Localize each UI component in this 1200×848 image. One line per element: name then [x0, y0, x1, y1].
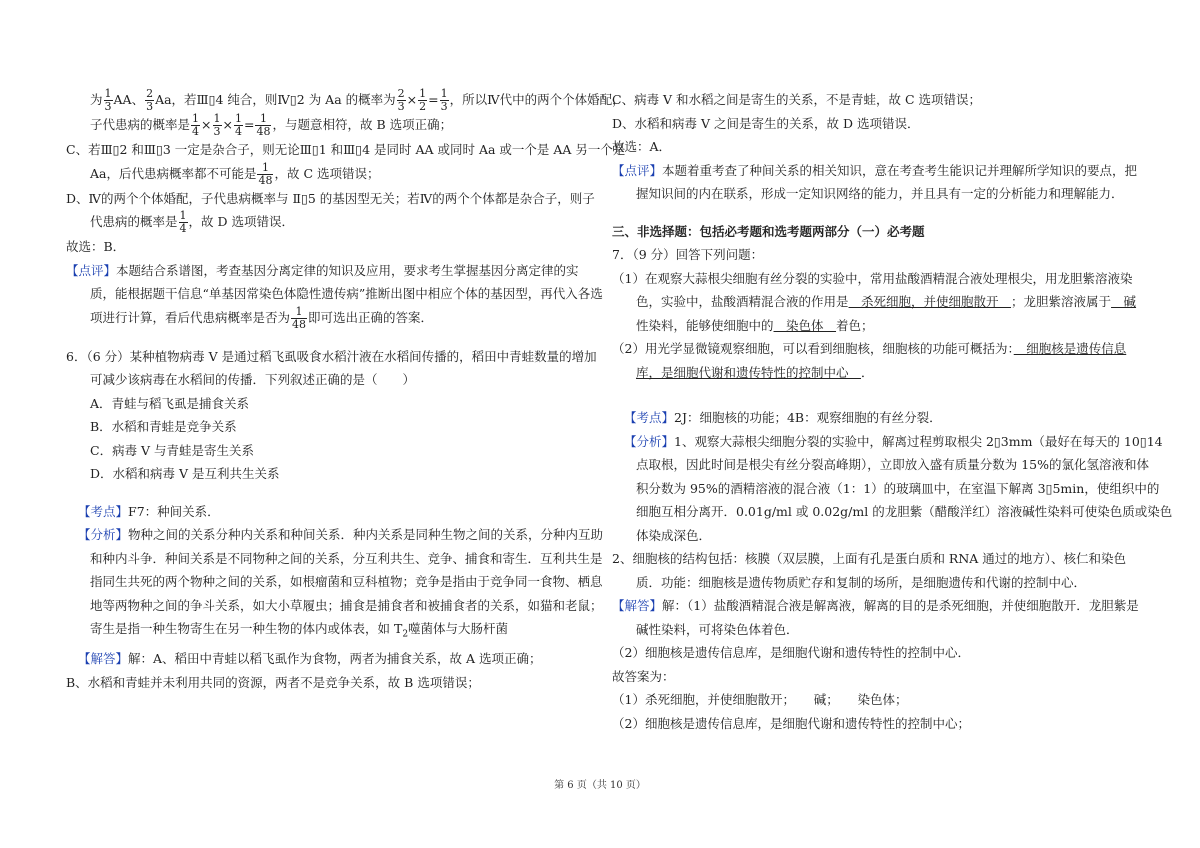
option-c-text: C、若Ⅲ▯2 和Ⅲ▯3 一定是杂合子，则无论Ⅲ▯1 和Ⅲ▯4 是同时 AA 或同时 Aa 或一个是 AA 另一个是 [66, 142, 626, 157]
fraction: $\frac{1}{3}$ [440, 87, 448, 113]
solution-line: 【解答】解：A、稻田中青蛙以稻飞虱作为食物，两者为捕食关系，故 A 选项正确； [78, 651, 542, 666]
question-7-line: 性染料，能够使细胞中的 染色体 着色； [636, 317, 874, 333]
text-line: Aa，后代患病概率都不可能是 $\frac{1}{48}$ ，故 C 选项错误； [90, 160, 380, 187]
option-d: D．水稻和病毒 V 是互利共生关系 [90, 466, 280, 481]
fraction: $\frac{1}{48}$ [292, 304, 307, 331]
option-c: C．病毒 V 与青蛙是寄生关系 [90, 442, 255, 458]
question-7-part1: （1）在观察大蒜根尖细胞有丝分裂的实验中，常用盐酸酒精混合液处理根尖，用龙胆紫溶液染 [612, 270, 1133, 286]
analysis-tag: 【分析】 [624, 433, 675, 449]
text-line: C、病毒 V 和水稻之间是寄生的关系，不是青蛙，故 C 选项错误； [612, 92, 982, 107]
question-7-part2: （2）用光学显微镜观察细胞，可以看到细胞核，细胞核的功能可概括为： 细胞核是遗传信息 [612, 341, 1127, 356]
analysis-line: 【分析】1、观察大蒜根尖细胞分裂的实验中，解离过程剪取根尖 2▯3mm（最好在每天的 10▯14 [624, 433, 1163, 449]
solution-line: B、水稻和青蛙并未利用共同的资源，两者不是竞争关系，故 B 选项错误； [66, 674, 480, 690]
kaodian-line: 【考点】F7：种间关系． [78, 503, 220, 519]
fraction: $\frac{1}{3}$ [104, 87, 112, 113]
text-line: 子代患病的概率是 $\frac{1}{4}$ × $\frac{1}{3}$ × $\frac{1}{4}$ = $\frac{1}{48}$ ，与题意相符，故 B 选项正确； [90, 112, 453, 138]
solution-tag: 【解答】 [612, 598, 663, 613]
comment-tag: 【点评】 [612, 162, 663, 178]
comment-line: 【点评】本题着重考查了种间关系的相关知识，意在考查考生能识记并理解所学知识的要点，把 [612, 162, 1138, 178]
fraction: $\frac{1}{4}$ [192, 112, 200, 138]
analysis-line: 点取根，因此时间是根尖有丝分裂高峰期），立即放入盛有质量分数为 15%的氯化氢溶液和体 [636, 457, 1150, 472]
comment-line: 【点评】本题结合系谱图，考查基因分离定律的知识及应用，要求考生掌握基因分离定律的实 [66, 262, 579, 278]
solution-line: 故答案为： [612, 668, 675, 684]
answer-line: 故选：A． [612, 139, 672, 154]
right-column [612, 88, 1173, 735]
analysis-line: 寄生是指一种生物寄生在另一种生物的体内或体表，如 $T_2$噬菌体与大肠杆菌 [90, 621, 509, 640]
analysis-line: 质．功能：细胞核是遗传物质贮存和复制的场所，是细胞遗传和代谢的控制中心． [636, 574, 1087, 590]
comment-line: 质，能根据题干信息“单基因常染色体隐性遗传病”推断出图中相应个体的基因型，再代入各选 [90, 286, 603, 301]
section-heading: 三、非选择题：包括必考题和选考题两部分（一）必考题 [612, 223, 925, 239]
fraction: $\frac{1}{2}$ [419, 87, 427, 113]
comment-line: 握知识间的内在联系，形成一定知识网络的能力，并且具有一定的分析能力和理解能力． [636, 186, 1124, 201]
solution-line: （1）杀死细胞，并使细胞散开； 碱； 染色体； [612, 692, 908, 707]
analysis-line: 细胞互相分离开．0.01g/ml 或 0.02g/ml 的龙胆紫（醋酸洋红）溶液碱性染料可使染色质或染色 [636, 504, 1173, 519]
text: 为 [90, 92, 103, 107]
option-a: A．青蛙与稻飞虱是捕食关系 [90, 395, 250, 411]
kaodian-line: 【考点】2J：细胞核的功能；4B：观察细胞的有丝分裂． [624, 410, 942, 425]
answer-line: 故选：B． [66, 239, 126, 254]
text-line: 代患病的概率是 $\frac{1}{4}$ ，故 D 选项错误． [90, 209, 294, 235]
text: Aa，若Ⅲ▯4 纯合，则Ⅳ▯2 为 Aa 的概率为 [155, 92, 396, 107]
answer-blank: 库，是细胞代谢和遗传特性的控制中心 [636, 364, 862, 380]
analysis-line: 地等两物种之间的争斗关系，如大小草履虫；捕食是捕食者和被捕食者的关系，如猫和老鼠； [90, 597, 603, 613]
text: AA、 [113, 92, 145, 107]
question-7-line: 色，实验中，盐酸酒精混合液的作用是 杀死细胞，并使细胞散开 ；龙胆紫溶液属于 碱 [636, 294, 1137, 309]
page-footer: 第 6 页（共 10 页） [554, 780, 646, 791]
fraction: $\frac{1}{48}$ [256, 112, 271, 138]
option-b: B．水稻和青蛙是竞争关系 [90, 419, 237, 434]
question-6: 6．（6 分）某种植物病毒 V 是通过稻飞虱吸食水稻汁液在水稻间传播的，稻田中青蛙数量的增加 [66, 348, 597, 364]
fraction: $\frac{2}{3}$ [397, 87, 405, 113]
fraction: $\frac{1}{4}$ [234, 112, 242, 138]
text-line: D、水稻和病毒 V 之间是寄生的关系，故 D 选项错误． [612, 115, 920, 131]
solution-tag: 【解答】 [78, 651, 129, 666]
answer-blank: 染色体 [773, 317, 837, 333]
option-d-text: D、Ⅳ的两个个体婚配，子代患病概率与 Ⅱ▯5 的基因型无关；若Ⅳ的两个个体都是杂合子，则子 [66, 190, 595, 206]
analysis-line: 和种内斗争．种间关系是不同物种之间的关系，分互利共生、竞争、捕食和寄生．互利共生是 [90, 550, 603, 566]
fraction: $\frac{1}{3}$ [213, 112, 221, 138]
fraction: $\frac{1}{4}$ [179, 209, 187, 235]
solution-line: （2）细胞核是遗传信息库，是细胞代谢和遗传特性的控制中心． [612, 645, 970, 660]
analysis-line: 【分析】物种之间的关系分种内关系和种间关系．种内关系是同种生物之间的关系，分种内互助 [78, 527, 604, 542]
analysis-line: 指同生共死的两个物种之间的关系，如根瘤菌和豆科植物；竞争是指由于竞争同一食物、栖息 [90, 574, 603, 589]
question-7: 7．（9 分）回答下列问题： [612, 247, 764, 262]
solution-line: 【解答】解：（1）盐酸酒精混合液是解离液，解离的目的是杀死细胞，并使细胞散开．龙胆紫是 [612, 598, 1139, 613]
analysis-line: 体染成深色． [636, 527, 712, 543]
answer-blank: 杀死细胞，并使细胞散开 [848, 294, 1012, 309]
kaodian-tag: 【考点】 [78, 503, 129, 519]
analysis-tag: 【分析】 [78, 527, 129, 542]
answer-blank: 细胞核是遗传信息 [1013, 341, 1127, 356]
text: ，所以Ⅳ代中的两个个体婚配， [449, 92, 625, 107]
comment-line: 项进行计算，看后代患病概率是否为 $\frac{1}{48}$ 即可选出正确的答案． [90, 304, 434, 331]
analysis-line: 积分数为 95%的酒精溶液的混合液（1：1）的玻璃皿中，在室温下解离 3▯5min，使组织中的 [636, 480, 1160, 496]
analysis-line: 2、细胞核的结构包括：核膜（双层膜，上面有孔是蛋白质和 RNA 通过的地方）、核仁和染色 [612, 551, 1127, 566]
solution-line: （2）细胞核是遗传信息库，是细胞代谢和遗传特性的控制中心； [612, 715, 970, 731]
answer-blank: 碱 [1111, 294, 1137, 309]
left-column [66, 87, 626, 694]
fraction: $\frac{2}{3}$ [146, 87, 154, 113]
kaodian-tag: 【考点】 [624, 410, 675, 425]
comment-tag: 【点评】 [66, 262, 117, 278]
solution-line: 碱性染料，可将染色体着色． [636, 621, 799, 637]
text-line: 为 $\frac{1}{3}$ AA、 $\frac{2}{3}$ Aa，若Ⅲ▯4 纯合，则Ⅳ▯2 为 Aa 的概率为 $\frac{2}{3}$ × $\frac{1}{2}$ = $\frac{1}{3}$ ，所以Ⅳ代中的两个个体婚配， [90, 87, 625, 113]
question-7-line: 库，是细胞代谢和遗传特性的控制中心 ． [636, 364, 874, 380]
question-6-cont: 可减少该病毒在水稻间的传播．下列叙述正确的是（ ） [90, 372, 416, 387]
fraction: $\frac{1}{48}$ [258, 160, 273, 187]
